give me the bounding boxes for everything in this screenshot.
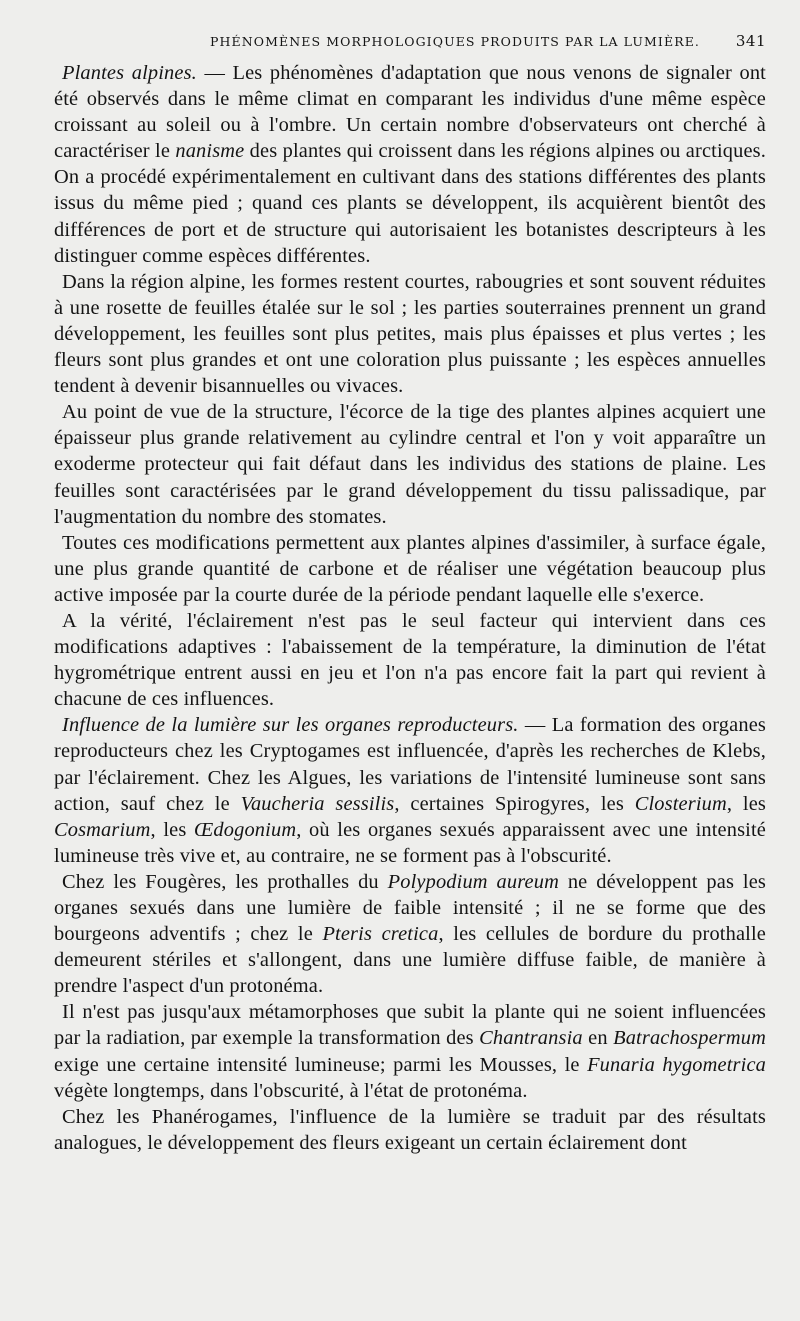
text-run: , les: [726, 792, 766, 815]
text-run: en: [582, 1027, 614, 1050]
italic-term: Funaria hygometrica: [587, 1053, 766, 1076]
section-heading: Influence de la lumière sur les organes reproducteurs.: [62, 714, 519, 737]
italic-term: Pteris cretica: [322, 923, 439, 946]
text-run: des plantes qui croissent dans les régions alpines ou arctiques. On a procédé expérimentalement en cultivant dans des stations différentes des plants issus du même pied ; quand ces plants se développent, ils acquièrent bientôt des différences de port et de structure qui autorisaient les botanistes descripteurs à les distinguer comme espèces différentes.: [54, 140, 766, 267]
page-number: 341: [735, 32, 766, 50]
text-run: Il n'est pas jusqu'aux métamorphoses que subit la plante qui ne soient influencées par la radiation, par exemple la transformation des: [54, 1001, 766, 1050]
text-run: — La formation des organes reproducteurs chez les Cryptogames est influencée, d'après les recherches de Klebs, par l'éclairement. Chez les Algues, les variations de l'intensité lumineuse sont sans action, sauf chez le: [54, 714, 766, 815]
running-title: PHÉNOMÈNES MORPHOLOGIQUES PRODUITS PAR LA LUMIÈRE.: [209, 34, 700, 49]
italic-term: Vaucheria sessilis: [240, 792, 395, 815]
paragraph-p3: [54, 399, 766, 529]
paragraph-p6: [54, 712, 766, 869]
text-run: Chez les Phanérogames, l'influence de la lumière se traduit par des résultats analogues, le développement des fleurs exigeant un certain éclairement dont: [54, 1105, 766, 1154]
text-run: Dans la région alpine, les formes restent courtes, rabougries et sont souvent réduites à une rosette de feuilles étalée sur le sol ; les parties souterraines prennent un grand développement, les feuilles sont plus petites, mais plus épaisses et plus vertes ; les fleurs sont plus grandes et ont une coloration plus puissante ; les espèces annuelles tendent à devenir bisannuelles ou vivaces.: [54, 270, 766, 398]
paragraph-p7: [54, 869, 766, 999]
text-run: Chez les Fougères, les prothalles du: [62, 870, 388, 893]
italic-term: Closterium: [634, 792, 727, 815]
paragraph-p9: [54, 1104, 766, 1156]
italic-term: Cosmarium: [54, 818, 151, 841]
paragraph-p4: [54, 530, 766, 608]
italic-term: Chantransia: [479, 1027, 583, 1050]
italic-term: nanisme: [175, 140, 245, 163]
text-run: exige une certaine intensité lumineuse; parmi les Mousses, le: [54, 1053, 588, 1076]
paragraph-p2: [54, 269, 766, 399]
text-run: Au point de vue de la structure, l'écorce de la tige des plantes alpines acquiert une épaisseur plus grande relativement au cylindre central et l'on y voit apparaître un exoderme protecteur qui fait défaut dans les individus des stations de plaine. Les feuilles sont caractérisées par le grand développement du tissu palissadique, par l'augmentation du nombre des stomates.: [54, 401, 766, 528]
italic-term: Polypodium aureum: [387, 870, 559, 893]
section-heading: Plantes alpines.: [62, 62, 197, 84]
text-run: — Les phénomènes d'adaptation que nous venons de signaler ont été observés dans le même climat en comparant les individus d'une même espèce croissant au soleil ou à l'ombre. Un certain nombre d'observateurs ont cherché à caractériser le: [54, 62, 766, 163]
text-run: , certaines Spirogyres, les: [394, 792, 635, 815]
body-text: [54, 60, 766, 1156]
paragraph-p8: [54, 999, 766, 1103]
text-run: végète longtemps, dans l'obscurité, à l'état de protonéma.: [54, 1079, 528, 1102]
italic-term: Œdogonium: [194, 818, 297, 841]
text-run: Toutes ces modifications permettent aux plantes alpines d'assimiler, à surface égale, une plus grande quantité de carbone et de réaliser une végétation beaucoup plus active imposée par la courte durée de la période pendant laquelle elle s'exerce.: [54, 531, 766, 606]
text-run: , où les organes sexués apparaissent avec une intensité lumineuse très vive et, au contraire, ne se forment pas à l'obscurité.: [54, 818, 767, 867]
paragraph-p5: [54, 608, 766, 712]
text-run: ne développent pas les organes sexués dans une lumière de faible intensité ; il ne se forme que des bourgeons adventifs ; chez le: [54, 870, 766, 946]
italic-term: Batrachospermum: [613, 1027, 766, 1050]
running-header: [54, 28, 766, 60]
paragraph-p1: [54, 60, 766, 269]
text-run: , les cellules de bordure du prothalle demeurent stériles et s'allongent, dans une lumière diffuse faible, de manière à prendre l'aspect d'un protonéma.: [54, 923, 766, 998]
text-run: A la vérité, l'éclairement n'est pas le seul facteur qui intervient dans ces modifications adaptives : l'abaissement de la température, la diminution de l'état hygrométrique entrent aussi en jeu et l'on n'a pas encore fait la part qui revient à chacune de ces influences.: [54, 609, 766, 711]
text-run: , les: [150, 818, 195, 841]
